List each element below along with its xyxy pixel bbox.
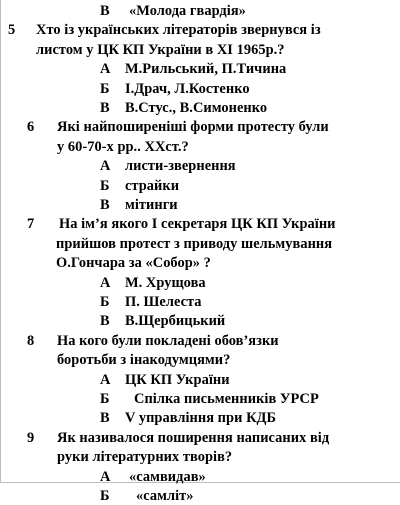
option-text: І.Драч, Л.Костенко bbox=[125, 80, 250, 97]
option-letter: В bbox=[100, 410, 110, 427]
question-number: 5 bbox=[8, 22, 16, 39]
option-text: листи-звернення bbox=[125, 158, 236, 175]
question-text: Як називалося поширення написаних від bbox=[57, 429, 330, 446]
question-text: На ім’я якого І секретаря ЦК КП України bbox=[59, 216, 336, 233]
option-text: М. Хрущова bbox=[125, 274, 206, 291]
option-letter: А bbox=[100, 371, 111, 388]
option-letter: В bbox=[100, 197, 110, 213]
question-text: листом у ЦК КП України в ХІ 1965р.? bbox=[36, 41, 285, 58]
question-text: боротьби з інакодумцями? bbox=[57, 352, 231, 369]
option-letter: Б bbox=[100, 177, 110, 194]
option-text: V управління при КДБ bbox=[125, 410, 277, 427]
option-text: мітинги bbox=[125, 197, 178, 213]
question-text: О.Гончара за «Собор» ? bbox=[56, 255, 211, 272]
question-number: 6 bbox=[27, 119, 35, 136]
question-text: На кого були покладені обов’язки bbox=[57, 332, 279, 349]
question-number: 7 bbox=[27, 216, 35, 233]
option-letter: Б bbox=[100, 391, 110, 407]
option-letter: Б bbox=[100, 488, 110, 504]
question-text: руки літературних творів? bbox=[57, 449, 233, 466]
question-text: Які найпоширеніші форми протесту були bbox=[57, 119, 329, 136]
option-letter: В bbox=[100, 100, 110, 116]
option-text: В.Стус., В.Симоненко bbox=[125, 100, 268, 116]
question-number: 9 bbox=[27, 429, 35, 446]
option-text: «Молода гвардія» bbox=[129, 3, 246, 19]
option-text: Спілка письменників УРСР bbox=[134, 391, 319, 407]
question-number: 8 bbox=[27, 332, 35, 349]
question-text: Хто із українських літераторів звернувся із bbox=[36, 22, 321, 39]
option-letter: Б bbox=[100, 294, 110, 310]
option-text: В.Щербицький bbox=[125, 313, 226, 330]
option-letter: А bbox=[100, 158, 111, 175]
option-text: «самліт» bbox=[136, 488, 194, 504]
question-text: прийшов протест з приводу шельмування bbox=[56, 235, 333, 252]
option-letter: А bbox=[100, 274, 111, 291]
option-letter: В bbox=[100, 313, 110, 330]
question-text: у 60-70-х рр.. ХХст.? bbox=[57, 138, 189, 155]
option-text: ЦК КП України bbox=[125, 371, 230, 388]
option-text: П. Шелеста bbox=[125, 294, 202, 310]
option-text: «самвидав» bbox=[129, 468, 206, 485]
option-text: страйки bbox=[125, 177, 180, 194]
option-text: М.Рильський, П.Тичина bbox=[125, 61, 287, 78]
option-letter: А bbox=[100, 468, 111, 485]
option-letter: В bbox=[100, 3, 110, 19]
option-letter: А bbox=[100, 61, 111, 78]
option-letter: Б bbox=[100, 80, 110, 97]
